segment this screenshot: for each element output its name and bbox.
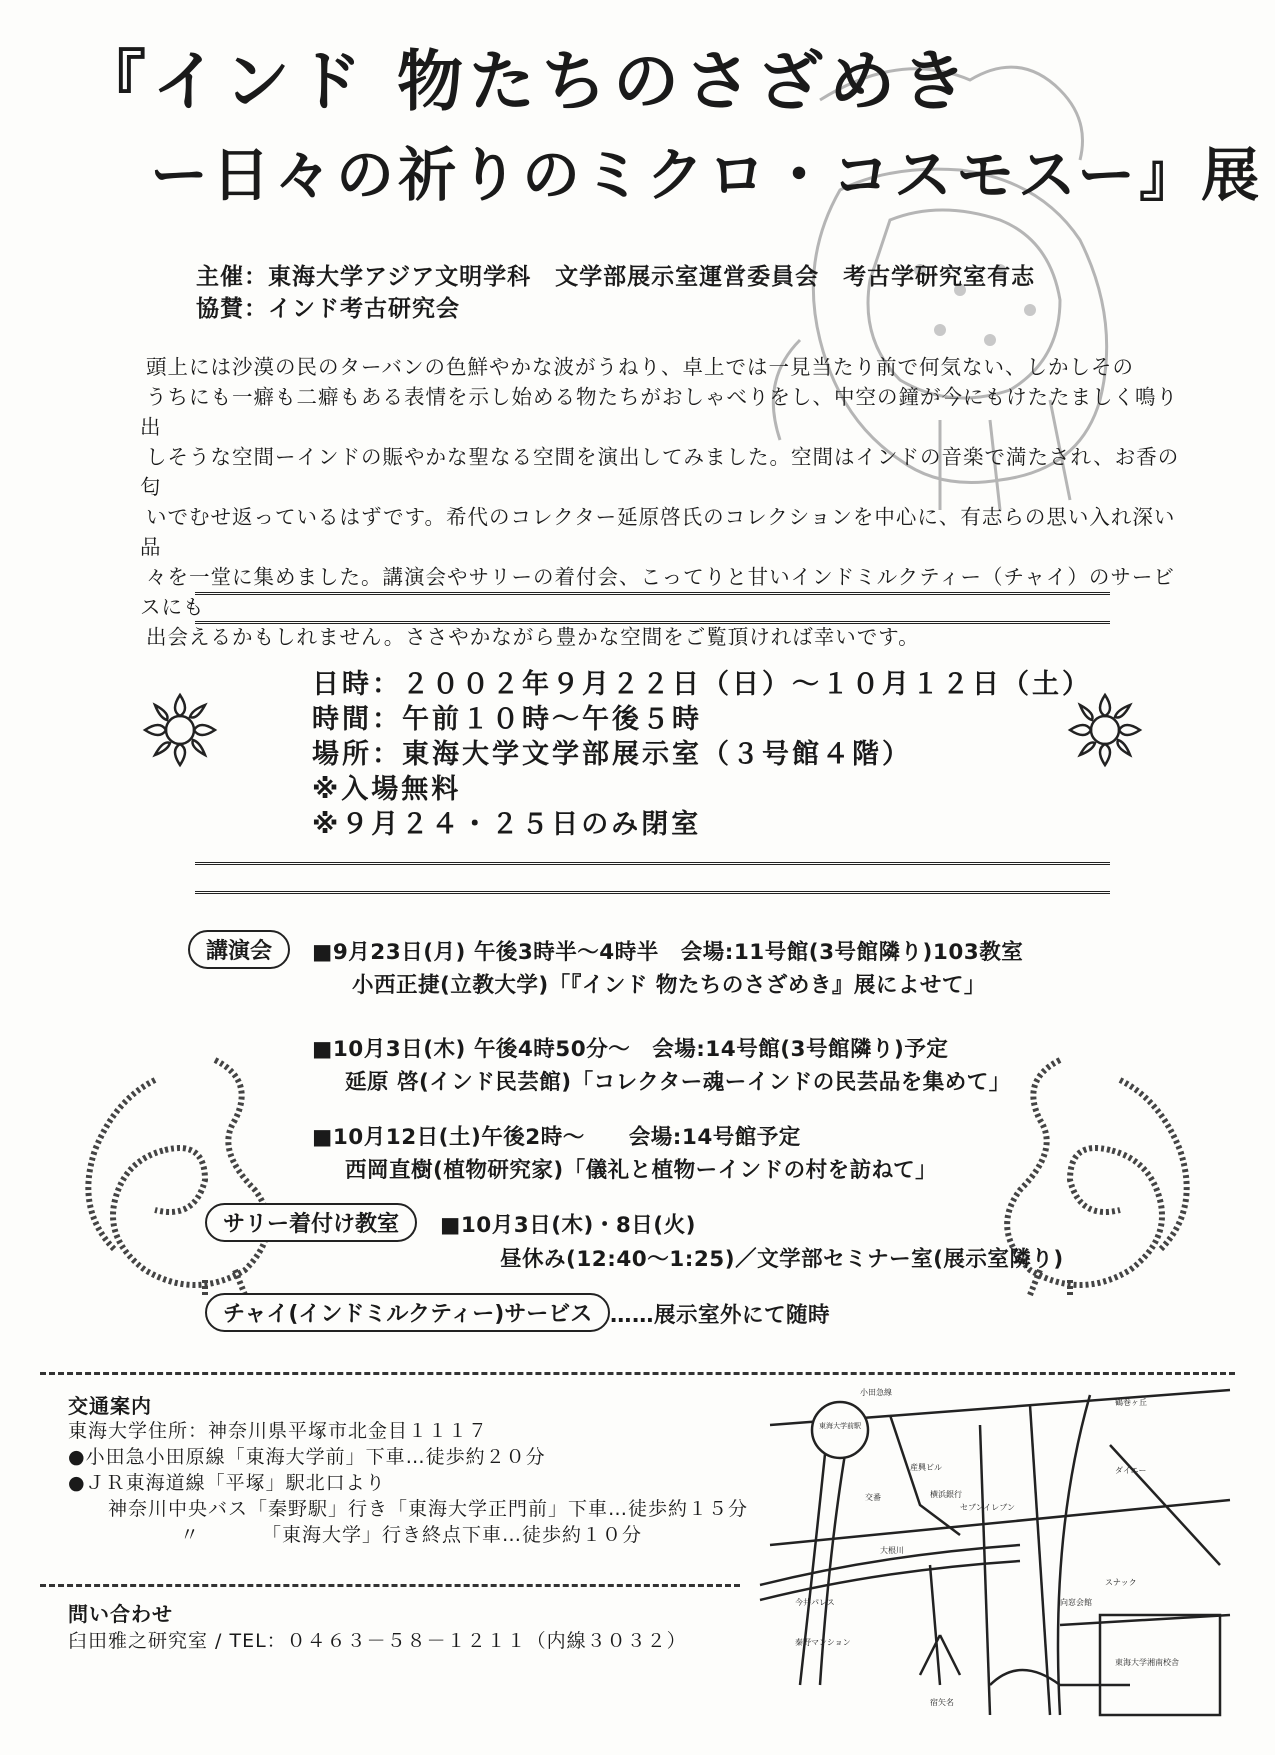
saree-date: ■10月3日(木)・8日(火)	[440, 1213, 696, 1238]
intro-line: しそうな空間ーインドの賑やかな聖なる空間を演出してみました。空間はインドの音楽で満たされ、お香の匂	[140, 445, 1180, 499]
intro-line: いでむせ返っているはずです。希代のコレクター延原啓氏のコレクションを中心に、有志らの思い入れ深い品	[140, 505, 1176, 559]
map-label: 今井パレス	[795, 1598, 835, 1607]
flower-ornament-left	[135, 685, 225, 775]
contact-text: 臼田雅之研究室 / TEL：０４６３－５８－１２１１（内線３０３２）	[68, 1630, 687, 1652]
contact-heading: 問い合わせ	[68, 1602, 173, 1626]
map-label: 大根川	[880, 1546, 904, 1555]
host-line: 主催：東海大学アジア文明学科 文学部展示室運営委員会 考古学研究室有志	[196, 264, 1036, 290]
lecture-2-speaker: 延原 啓(インド民芸館)「コレクター魂ーインドの民芸品を集めて」	[345, 1070, 1011, 1095]
chai-text: ……展示室外にて随時	[610, 1303, 831, 1328]
divider-contact	[40, 1584, 740, 1587]
map-label: 小田急線	[860, 1388, 892, 1397]
map-label: 鶴巻ヶ丘	[1115, 1398, 1147, 1407]
lecture-label: 講演会	[188, 930, 290, 969]
intro-line: 々を一堂に集めました。講演会やサリーの着付会、こってりと甘いインドミルクティー（チャイ）のサービスにも	[140, 565, 1175, 619]
map-label: ダイエー	[1115, 1466, 1147, 1475]
intro-line: 頭上には沙漠の民のターバンの色鮮やかな波がうねり、卓上では一見当たり前で何気ない、しかしその	[146, 355, 1134, 379]
access-map	[760, 1385, 1240, 1725]
lecture-1-speaker: 小西正捷(立教大学)「『インド 物たちのさざめき』展によせて」	[352, 973, 986, 998]
map-label: 横浜銀行	[930, 1490, 962, 1499]
intro-line: うちにも一癖も二癖もある表情を示し始める物たちがおしゃべりをし、中空の鐘が今にもけたたましく鳴り出	[140, 385, 1178, 439]
event-time: 時間：午前１０時～午後５時	[312, 704, 702, 735]
ornament-border-top	[195, 592, 1110, 624]
chai-label: チャイ(インドミルクティー)サービス	[205, 1293, 610, 1332]
title-line-2: ー日々の祈りのミクロ・コスモスー』展	[150, 141, 1264, 209]
access-route-bus-1: 神奈川中央バス「秦野駅」行き「東海大学正門前」下車…徒歩約１５分	[108, 1498, 749, 1520]
event-note-free: ※入場無料	[312, 774, 462, 805]
lecture-1-schedule: ■9月23日(月) 午後3時半～4時半 会場:11号館(3号館隣り)103教室	[312, 940, 1024, 965]
event-date: 日時：２００２年９月２２日（日）～１０月１２日（土）	[312, 669, 1092, 700]
event-note-closed: ※９月２４・２５日のみ閉室	[312, 809, 702, 840]
access-address: 東海大学住所：神奈川県平塚市北金目１１１７	[68, 1420, 489, 1442]
map-label: 向窓会館	[1060, 1598, 1092, 1607]
map-label: 交番	[865, 1493, 881, 1502]
saree-place: 昼休み(12:40～1:25)／文学部セミナー室(展示室隣り)	[500, 1247, 1064, 1272]
title-line-1: 『インド 物たちのさざめき	[80, 43, 973, 120]
access-heading: 交通案内	[68, 1394, 152, 1418]
ornament-border-bottom	[195, 862, 1110, 894]
map-label: 産興ビル	[910, 1463, 942, 1472]
divider-access	[40, 1372, 1235, 1375]
access-route-bus-2: 「東海大学」行き終点下車…徒歩約１０分	[262, 1524, 643, 1546]
map-label-station: 東海大学前駅	[819, 1422, 861, 1430]
lecture-3-schedule: ■10月12日(土)午後2時～ 会場:14号館予定	[312, 1125, 801, 1150]
access-route-jr: ●ＪＲ東海道線「平塚」駅北口より	[68, 1472, 386, 1494]
intro-line: 出会えるかもしれません。ささやかながら豊かな空間をご覧頂ければ幸いです。	[146, 625, 920, 649]
station-circle	[812, 1402, 868, 1458]
lecture-3-speaker: 西岡直樹(植物研究家)「儀礼と植物ーインドの村を訪ねて」	[345, 1158, 938, 1183]
sponsor-line: 協賛：インド考古研究会	[196, 296, 460, 322]
map-label: 宿矢名	[930, 1698, 954, 1707]
map-label: セブンイレブン	[960, 1503, 1015, 1512]
map-label: 東海大学湘南校舎	[1115, 1658, 1179, 1667]
bird-ornament-left	[55, 1040, 315, 1300]
map-label: スナック	[1105, 1578, 1137, 1587]
saree-label: サリー着付け教室	[205, 1203, 417, 1242]
map-label: 秦野マンション	[795, 1638, 851, 1647]
access-ditto: 〃	[180, 1524, 201, 1546]
event-place: 場所：東海大学文学部展示室（３号館４階）	[312, 739, 912, 770]
lecture-2-schedule: ■10月3日(木) 午後4時50分～ 会場:14号館(3号館隣り)予定	[312, 1037, 949, 1062]
access-route-odakyu: ●小田急小田原線「東海大学前」下車…徒歩約２０分	[68, 1446, 546, 1468]
